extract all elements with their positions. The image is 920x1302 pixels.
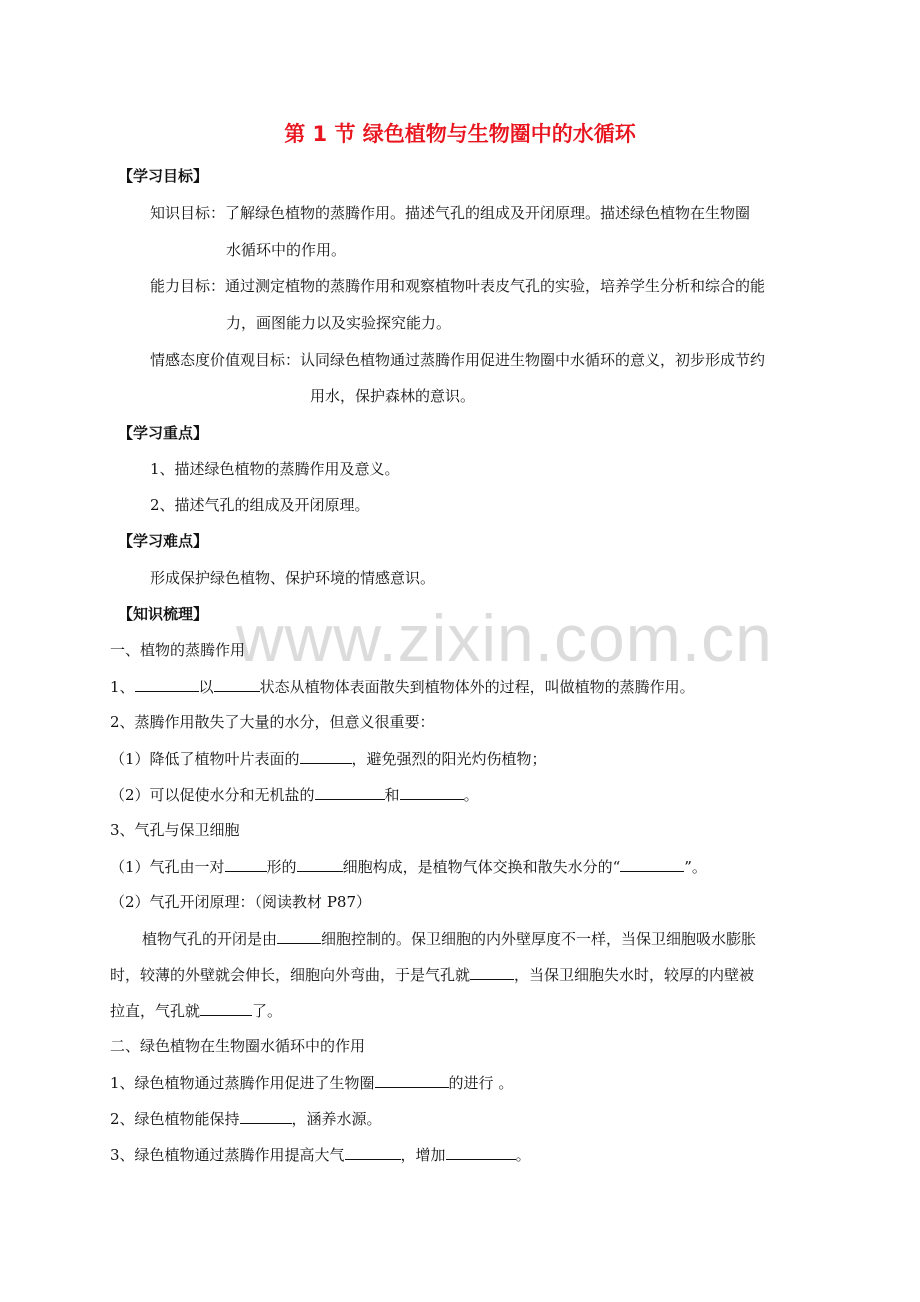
answer-blank[interactable] — [135, 676, 199, 692]
text: （1）气孔由一对 — [110, 858, 225, 876]
question-2-2 — [110, 784, 479, 805]
ability-goal-cont: 力，画图能力以及实验探究能力。 — [226, 314, 452, 332]
section-2-item — [110, 1108, 382, 1129]
section-2-title: 二、绿色植物在生物圈水循环中的作用 — [110, 1037, 366, 1055]
section-1-title: 一、植物的蒸腾作用 — [110, 641, 246, 659]
emotion-goal — [150, 350, 765, 370]
text: 2、绿色植物能保持 — [110, 1110, 240, 1128]
answer-blank[interactable] — [375, 1072, 449, 1088]
answer-blank[interactable] — [620, 856, 684, 872]
question-3-1 — [110, 856, 707, 877]
key-point-item: 2、描述气孔的组成及开闭原理。 — [150, 496, 370, 514]
text: 植物气孔的开闭是由 — [142, 930, 278, 948]
text: 3、绿色植物通过蒸腾作用提高大气 — [110, 1146, 345, 1164]
ability-label: 能力目标： — [150, 277, 226, 295]
text: 了。 — [252, 1002, 283, 1020]
knowledge-goal — [150, 203, 750, 223]
emotion-label: 情感态度价值观目标： — [150, 351, 301, 369]
section-2-item — [110, 1072, 513, 1093]
text: 。 — [515, 1146, 531, 1164]
answer-blank[interactable] — [400, 784, 464, 800]
answer-blank[interactable] — [277, 928, 321, 944]
question-3: 3、气孔与保卫细胞 — [110, 821, 240, 839]
text: 。 — [463, 786, 479, 804]
text: 拉直，气孔就 — [110, 1002, 201, 1020]
answer-blank[interactable] — [214, 676, 260, 692]
answer-blank[interactable] — [240, 1108, 292, 1124]
text: 细胞构成，是植物气体交换和散失水分的“ — [342, 858, 621, 876]
knowledge-text: 了解绿色植物的蒸腾作用。描述气孔的组成及开闭原理。描述绿色植物在生物圈 — [225, 204, 751, 222]
text: （2）可以促使水分和无机盐的 — [110, 786, 315, 804]
key-point-item: 1、描述绿色植物的蒸腾作用及意义。 — [150, 460, 400, 478]
question-1 — [110, 676, 695, 697]
text: ，当保卫细胞失水时，较厚的内壁被 — [514, 966, 755, 984]
text: 以 — [198, 678, 214, 696]
question-3-2: （2）气孔开闭原理：（阅读教材 P87） — [110, 893, 371, 911]
text: ，涵养水源。 — [291, 1110, 382, 1128]
answer-blank[interactable] — [200, 1000, 252, 1016]
knowledge-goal-cont: 水循环中的作用。 — [226, 241, 347, 259]
text: 的进行 。 — [448, 1074, 514, 1092]
paragraph-line — [110, 964, 754, 985]
ability-text: 通过测定植物的蒸腾作用和观察植物叶表皮气孔的实验，培养学生分析和综合的能 — [225, 277, 766, 295]
text: （1）降低了植物叶片表面的 — [110, 750, 300, 768]
watermark: www.zixin.com.cn — [236, 601, 773, 675]
section-2-item — [110, 1144, 531, 1165]
page-title: 第 1 节 绿色植物与生物圈中的水循环 — [284, 122, 636, 146]
difficulties-heading: 【学习难点】 — [118, 532, 209, 550]
answer-blank[interactable] — [315, 784, 385, 800]
answer-blank[interactable] — [470, 964, 514, 980]
text: 时，较薄的外壁就会伸长，细胞向外弯曲，于是气孔就 — [110, 966, 471, 984]
paragraph-line — [142, 928, 756, 949]
text: 形的 — [266, 858, 297, 876]
text: 状态从植物体表面散失到植物体外的过程，叫做植物的蒸腾作用。 — [259, 678, 695, 696]
ability-goal — [150, 276, 765, 296]
paragraph-line — [110, 1000, 282, 1021]
text: ，避免强烈的阳光灼伤植物； — [351, 750, 547, 768]
goals-heading: 【学习目标】 — [118, 167, 209, 185]
key-points-heading: 【学习重点】 — [118, 424, 209, 442]
question-2-1 — [110, 748, 547, 769]
question-2: 2、蒸腾作用散失了大量的水分，但意义很重要： — [110, 713, 435, 731]
review-heading: 【知识梳理】 — [118, 605, 209, 623]
text: 细胞控制的。保卫细胞的内外壁厚度不一样，当保卫细胞吸水膨胀 — [321, 930, 757, 948]
text: 1、绿色植物通过蒸腾作用促进了生物圈 — [110, 1074, 375, 1092]
difficulty-item: 形成保护绿色植物、保护环境的情感意识。 — [150, 569, 436, 587]
text: 和 — [384, 786, 400, 804]
answer-blank[interactable] — [297, 856, 343, 872]
answer-blank[interactable] — [300, 748, 352, 764]
knowledge-label: 知识目标： — [150, 204, 226, 222]
answer-blank[interactable] — [225, 856, 267, 872]
answer-blank[interactable] — [345, 1144, 401, 1160]
text: ”。 — [684, 858, 707, 876]
answer-blank[interactable] — [446, 1144, 516, 1160]
text: 1、 — [110, 678, 135, 696]
emotion-goal-cont: 用水，保护森林的意识。 — [310, 387, 476, 405]
text: ，增加 — [400, 1146, 446, 1164]
emotion-text: 认同绿色植物通过蒸腾作用促进生物圈中水循环的意义，初步形成节约 — [300, 351, 766, 369]
